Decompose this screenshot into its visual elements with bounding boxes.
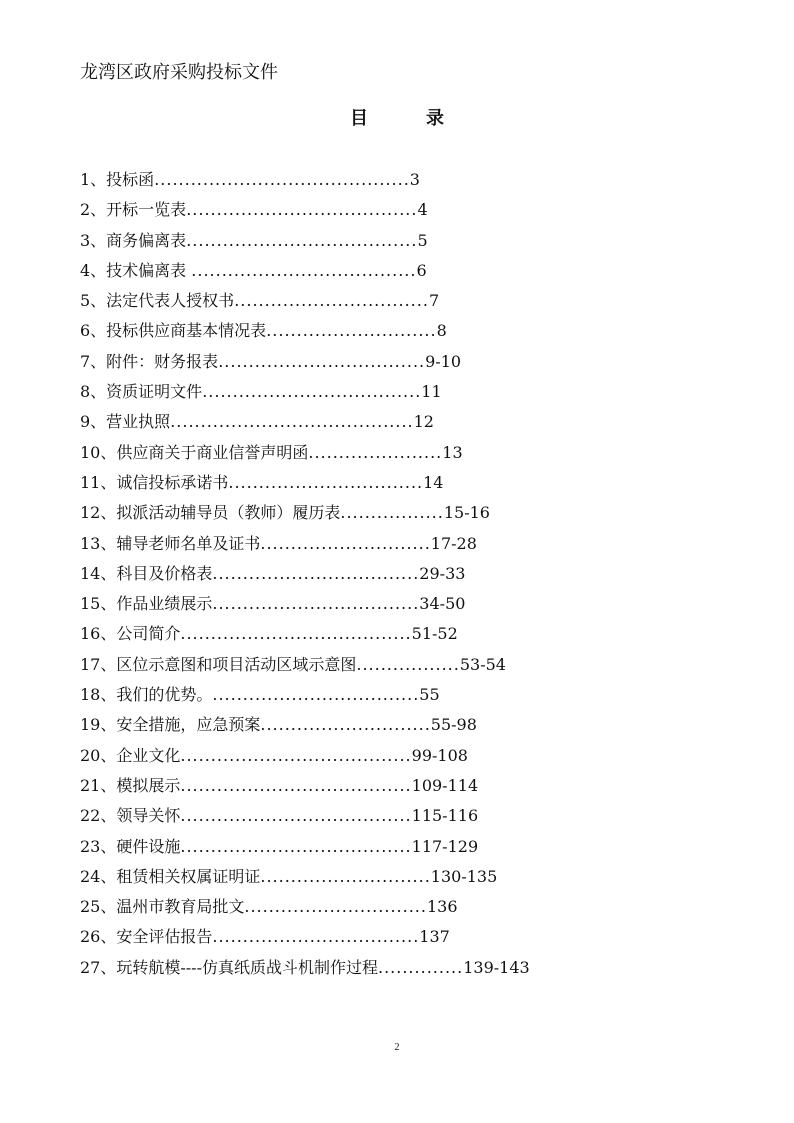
toc-entry-label: 27、玩转航模----仿真纸质战斗机制作过程 — [80, 957, 378, 977]
toc-entry-label: 11、诚信投标承诺书 — [80, 472, 229, 492]
toc-entry[interactable] — [80, 407, 680, 437]
toc-entry-label: 4、技术偏离表 — [80, 260, 192, 280]
toc-entry-page: 34-50 — [419, 594, 466, 614]
toc-entry-label: 20、企业文化 — [80, 745, 181, 765]
title-char-left: 目 — [350, 108, 368, 129]
toc-entry[interactable] — [80, 347, 680, 377]
toc-entry[interactable] — [80, 195, 680, 225]
toc-leader-dots: ................................ — [234, 291, 429, 311]
toc-entry-page: 4 — [417, 200, 428, 220]
toc-entry[interactable] — [80, 377, 680, 407]
toc-entry[interactable] — [80, 226, 680, 256]
toc-entry-page: 14 — [423, 472, 444, 492]
toc-entry-page: 109-114 — [411, 775, 479, 795]
toc-entry-page: 117-129 — [411, 836, 479, 856]
toc-entry-label: 10、供应商关于商业信誉声明函 — [80, 442, 309, 462]
toc-entry[interactable] — [80, 650, 680, 680]
toc-entry[interactable] — [80, 256, 680, 286]
toc-leader-dots: ............................ — [260, 715, 431, 735]
toc-entry[interactable] — [80, 529, 680, 559]
toc-entry[interactable] — [80, 710, 680, 740]
toc-entry-label: 6、投标供应商基本情况表 — [80, 321, 267, 341]
toc-leader-dots: ...................................... — [180, 745, 412, 765]
toc-entry-label: 18、我们的优势。 — [80, 685, 213, 705]
title-char-right: 录 — [426, 108, 444, 129]
toc-entry-page: 9-10 — [425, 351, 462, 371]
toc-entry[interactable] — [80, 559, 680, 589]
toc-entry-page: 136 — [426, 897, 458, 917]
toc-entry-label: 13、辅导老师名单及证书 — [80, 533, 261, 553]
toc-entry-label: 22、领导关怀 — [80, 806, 181, 826]
toc-leader-dots: ........................................ — [170, 412, 414, 432]
toc-leader-dots: ...................................... — [186, 200, 418, 220]
toc-entry-label: 3、商务偏离表 — [80, 230, 187, 250]
toc-leader-dots: ...................................... — [180, 775, 412, 795]
toc-entry-page: 51-52 — [411, 624, 458, 644]
toc-leader-dots: .................................... — [202, 382, 422, 402]
toc-leader-dots: ...................................... — [180, 836, 412, 856]
page-number: 2 — [394, 1042, 400, 1053]
toc-leader-dots: ..................................... — [191, 260, 417, 280]
toc-entry[interactable] — [80, 953, 680, 983]
toc-entry-page: 130-135 — [430, 866, 498, 886]
toc-entry[interactable] — [80, 680, 680, 710]
toc-entry[interactable] — [80, 438, 680, 468]
toc-entry-label: 9、营业执照 — [80, 412, 171, 432]
toc-leader-dots: .................................. — [212, 563, 420, 583]
toc-entry[interactable] — [80, 892, 680, 922]
toc-entry-label: 16、公司简介 — [80, 624, 181, 644]
toc-entry-page: 29-33 — [419, 563, 466, 583]
toc-entry-label: 1、投标函 — [80, 170, 155, 189]
toc-leader-dots: .............. — [378, 957, 464, 977]
document-header: 龙湾区政府采购投标文件 — [80, 62, 278, 83]
toc-entry-label: 7、附件：财务报表 — [80, 351, 219, 371]
toc-entry-page: 137 — [419, 927, 450, 947]
toc-entry-label: 17、区位示意图和项目活动区域示意图 — [80, 654, 357, 674]
table-of-contents — [80, 165, 680, 983]
toc-entry[interactable] — [80, 922, 680, 952]
toc-entry[interactable] — [80, 801, 680, 831]
toc-leader-dots: ...................... — [308, 442, 443, 462]
toc-entry-label: 12、拟派活动辅导员（教师）履历表 — [80, 503, 341, 523]
toc-entry-page: 139-143 — [463, 957, 530, 977]
toc-entry-page: 6 — [416, 260, 427, 280]
toc-entry-label: 19、安全措施，应急预案 — [80, 715, 261, 735]
toc-entry-page: 7 — [428, 291, 440, 311]
toc-leader-dots: ................................ — [228, 472, 424, 492]
toc-leader-dots: .................................. — [218, 351, 426, 371]
toc-leader-dots: ................. — [356, 654, 460, 674]
toc-entry[interactable] — [80, 498, 680, 528]
toc-entry-label: 23、硬件设施 — [80, 836, 181, 856]
toc-leader-dots: .................................. — [212, 685, 420, 705]
toc-entry-page: 53-54 — [459, 654, 506, 674]
toc-entry-label: 14、科目及价格表 — [80, 563, 213, 583]
toc-entry-page: 5 — [417, 230, 428, 250]
toc-entry-page: 12 — [413, 412, 434, 432]
toc-entry-label: 15、作品业绩展示 — [80, 594, 213, 614]
toc-entry-page: 99-108 — [411, 745, 468, 765]
toc-entry[interactable] — [80, 619, 680, 649]
page-title — [0, 104, 794, 130]
toc-entry[interactable] — [80, 165, 680, 195]
toc-entry-label: 8、资质证明文件 — [80, 382, 203, 402]
toc-entry-page: 17-28 — [430, 533, 477, 553]
toc-leader-dots: ...................................... — [186, 230, 418, 250]
toc-leader-dots: .................................. — [212, 927, 420, 947]
toc-entry-label: 26、安全评估报告 — [80, 927, 213, 947]
toc-entry-label: 2、开标一览表 — [80, 200, 187, 220]
toc-entry[interactable] — [80, 862, 680, 892]
toc-leader-dots: ...................................... — [180, 806, 412, 826]
toc-leader-dots: ............................ — [260, 866, 431, 886]
toc-entry[interactable] — [80, 832, 680, 862]
toc-leader-dots: .................................. — [212, 594, 420, 614]
toc-entry[interactable] — [80, 589, 680, 619]
toc-entry-page: 55-98 — [430, 715, 477, 735]
toc-leader-dots: .............................. — [244, 897, 427, 917]
toc-entry[interactable] — [80, 741, 680, 771]
toc-entry[interactable] — [80, 286, 680, 316]
toc-entry-label: 24、租赁相关权属证明证 — [80, 866, 261, 886]
toc-leader-dots: ................. — [340, 503, 444, 523]
toc-leader-dots: ............................ — [260, 533, 431, 553]
toc-entry-page: 55 — [419, 685, 440, 705]
toc-entry-label: 21、模拟展示 — [80, 775, 181, 795]
toc-entry-page: 13 — [442, 442, 463, 462]
toc-entry[interactable] — [80, 771, 680, 801]
toc-entry-label: 5、法定代表人授权书 — [80, 291, 235, 311]
toc-entry-page: 15-16 — [443, 503, 490, 523]
toc-entry-page: 11 — [421, 382, 442, 402]
toc-entry-page: 3 — [409, 170, 420, 189]
toc-entry-page: 115-116 — [411, 806, 479, 826]
toc-leader-dots: .......................................... — [154, 170, 410, 189]
toc-entry-page: 8 — [436, 321, 447, 341]
toc-entry-label: 25、温州市教育局批文 — [80, 897, 245, 917]
toc-entry[interactable] — [80, 316, 680, 346]
toc-leader-dots: ............................ — [266, 321, 437, 341]
toc-entry[interactable] — [80, 468, 680, 498]
toc-leader-dots: ...................................... — [180, 624, 412, 644]
